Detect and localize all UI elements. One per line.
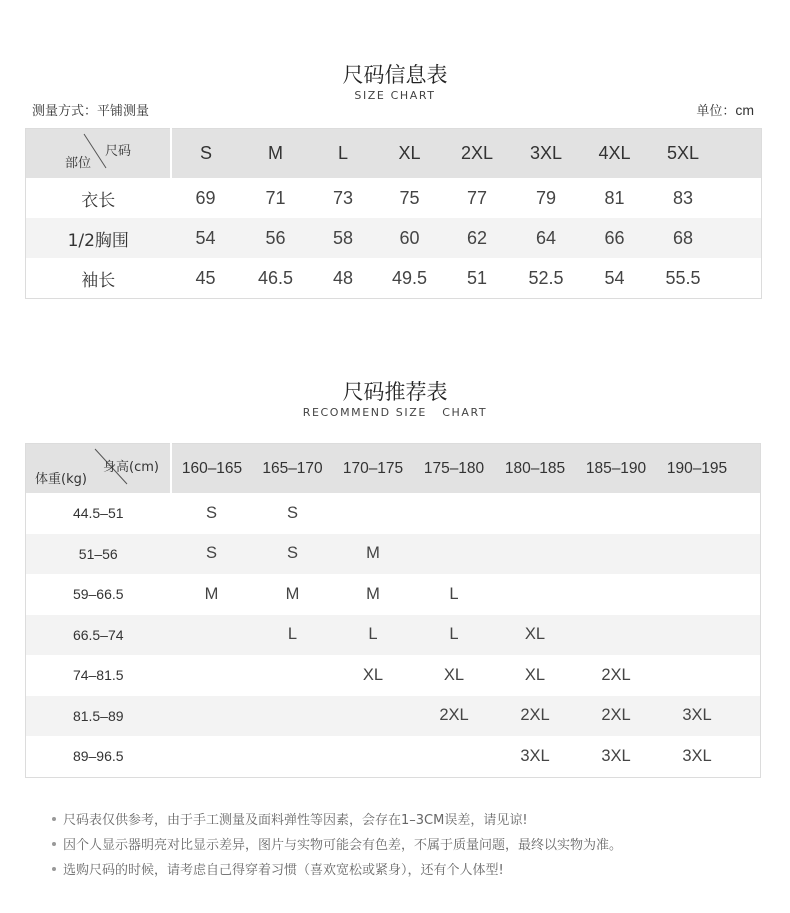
table-cell: L [253,615,333,656]
table-cell [657,534,738,575]
row-label: 袖长 [81,270,116,291]
row-spacer [738,493,761,534]
table-cell: 55.5 [665,267,701,288]
table-cell: S [171,534,253,575]
row-spacer [738,736,761,777]
table-cell: S [205,503,217,522]
table-cell [495,534,576,575]
table-cell: 51 [466,267,488,288]
unit-label [696,100,754,119]
weight-label: 89–96.5 [72,748,124,765]
table-cell [657,574,738,615]
notes-list [52,808,622,883]
corner-size-label: 尺码 [105,144,132,159]
table-cell [333,696,414,737]
weight-label: 44.5–51 [72,505,124,522]
size-col-header: 2XL [444,129,511,179]
note-item [52,833,622,858]
table-cell: M [204,584,219,603]
corner-height-label: 身高(cm) [103,460,159,475]
recommend-table-corner [26,444,171,494]
weight-label: 51–56 [26,534,171,575]
table-cell: 3XL [601,746,631,765]
table-cell: L [333,615,414,656]
table-cell: 68 [648,218,719,258]
height-col-header: 190–195 [657,444,738,494]
table-cell [657,493,738,534]
table-cell [253,696,333,737]
table-cell [414,534,495,575]
table-cell: 45 [195,267,216,288]
recommend-chart-title: 尺码推荐表 [342,380,448,404]
table-row [26,655,761,696]
row-spacer [719,218,762,258]
table-row [26,574,761,615]
table-cell: 75 [399,187,420,208]
table-row [26,615,761,656]
table-row [26,534,761,575]
unit-value: cm [735,102,754,118]
table-cell [576,534,657,575]
table-cell: 62 [444,218,511,258]
table-cell: 3XL [682,746,712,765]
note-text: 因个人显示器明亮对比显示差异，图片与实物可能会有色差，不属于质量问题，最终以实物为准。 [63,838,623,853]
table-cell: 73 [332,187,354,208]
row-spacer [738,574,761,615]
weight-label: 59–66.5 [72,586,124,603]
table-cell: 81 [604,187,625,208]
note-item [52,808,622,833]
table-cell: 77 [466,187,488,208]
table-cell: M [285,584,300,603]
height-col-header: 185–190 [576,444,657,494]
diagonal-divider-icon [26,129,171,178]
bullet-icon [52,817,56,821]
table-cell: 71 [265,187,286,208]
table-cell [333,736,414,777]
height-col-header: 180–185 [495,444,576,494]
height-col-header: 170–175 [333,444,414,494]
size-chart-subtitle: SIZE CHART [354,89,436,102]
table-cell [495,574,576,615]
table-cell: 2XL [601,665,631,684]
table-cell [171,696,253,737]
table-cell [171,655,253,696]
header-spacer [738,444,761,494]
table-cell: 2XL [414,696,495,737]
row-spacer [738,696,761,737]
table-cell: 49.5 [391,267,428,288]
recommend-size-table [25,443,761,778]
table-cell [253,655,333,696]
row-spacer [738,615,761,656]
table-cell [414,736,495,777]
bullet-icon [52,867,56,871]
table-cell: 69 [195,187,216,208]
row-spacer [719,178,762,218]
size-col-header: M [241,129,311,179]
table-cell [657,655,738,696]
table-cell: 2XL [576,696,657,737]
table-cell: 3XL [657,696,738,737]
table-row [26,736,761,777]
table-cell: XL [443,665,465,684]
size-chart-title: 尺码信息表 [342,63,448,87]
size-info-table [25,128,762,299]
size-table-corner [26,129,171,179]
size-col-header: S [171,129,241,179]
table-cell: XL [524,665,546,684]
table-cell [657,615,738,656]
table-row [26,218,762,258]
table-cell: M [333,534,414,575]
table-cell: 58 [311,218,376,258]
size-table-header [26,129,762,179]
table-cell: 66 [582,218,648,258]
size-col-header: L [311,129,376,179]
table-cell: 46.5 [257,267,294,288]
table-cell: 79 [535,187,557,208]
size-col-header: 3XL [511,129,582,179]
recommend-table-header [26,444,761,494]
table-cell: XL [495,615,576,656]
table-cell: 2XL [495,696,576,737]
corner-part-label: 部位 [65,156,92,171]
row-label: 1/2胸围 [26,218,171,258]
weight-label: 74–81.5 [72,667,124,684]
table-cell: S [286,503,298,522]
table-cell: 54 [171,218,241,258]
table-cell: 48 [332,267,354,288]
note-item [52,858,622,883]
row-label: 衣长 [81,190,116,211]
table-cell [576,615,657,656]
table-cell: 56 [241,218,311,258]
table-cell [333,493,414,534]
table-row [26,696,761,737]
table-cell [171,736,253,777]
corner-weight-label: 体重(kg) [35,472,87,487]
table-cell: 60 [376,218,444,258]
table-cell [495,493,576,534]
height-col-header: 160–165 [171,444,253,494]
table-cell: 3XL [520,746,550,765]
height-col-header: 165–170 [253,444,333,494]
table-row [26,258,762,299]
table-cell: XL [362,665,384,684]
table-cell [576,493,657,534]
table-cell: 64 [511,218,582,258]
table-cell: L [414,615,495,656]
size-col-header: XL [376,129,444,179]
size-col-header: 4XL [582,129,648,179]
table-row [26,178,762,218]
weight-label: 81.5–89 [26,696,171,737]
bullet-icon [52,842,56,846]
size-col-header: 5XL [648,129,719,179]
unit-label-text: 单位： [696,104,736,119]
row-spacer [738,655,761,696]
table-cell: 52.5 [528,267,564,288]
table-cell: M [366,584,380,603]
row-spacer [719,258,762,299]
size-header-spacer [719,129,762,179]
table-cell [171,615,253,656]
recommend-chart-subtitle: RECOMMEND SIZE CHART [302,406,488,419]
row-spacer [738,534,761,575]
measure-method: 测量方式：平铺测量 [32,104,150,119]
table-cell [414,493,495,534]
table-row [26,493,761,534]
table-cell: 83 [672,187,694,208]
note-text: 选购尺码的时候，请考虑自己得穿着习惯（喜欢宽松或紧身），还有个人体型! [63,863,504,878]
height-col-header: 175–180 [414,444,495,494]
table-cell: S [253,534,333,575]
table-cell: 54 [604,267,625,288]
weight-label: 66.5–74 [26,615,171,656]
table-cell: L [449,584,459,603]
table-cell [576,574,657,615]
table-cell [253,736,333,777]
note-text: 尺码表仅供参考，由于手工测量及面料弹性等因素，会存在1–3CM误差，请见谅! [63,813,528,828]
